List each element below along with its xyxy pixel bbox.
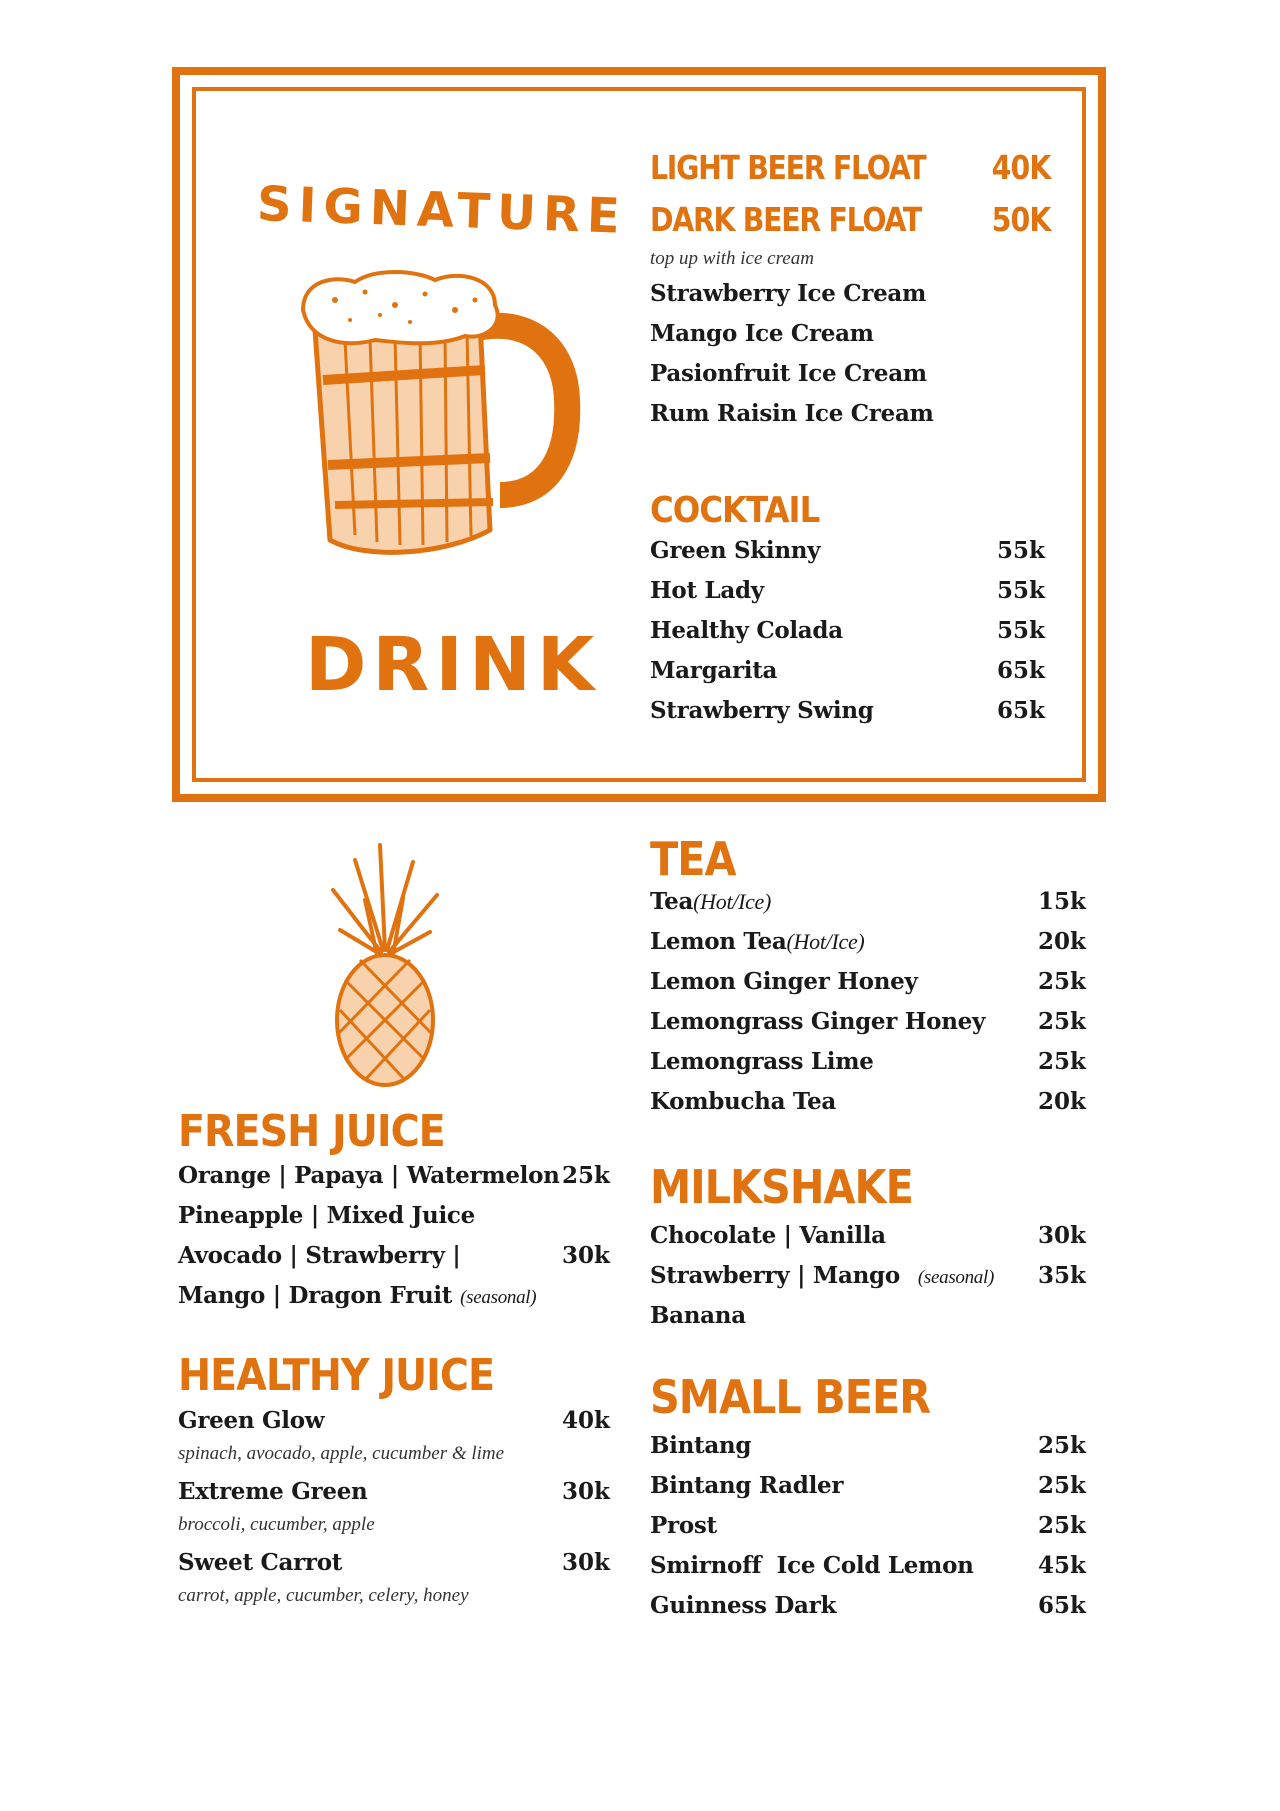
item-description-row <box>178 1583 610 1620</box>
item-note: (Hot/Ice) <box>786 929 865 954</box>
list-item <box>178 1162 610 1202</box>
item-name: Lemon Tea <box>650 928 787 955</box>
item-name: Bintang Radler <box>650 1472 844 1499</box>
item-price: 35k <box>1038 1262 1086 1289</box>
item-name: LIGHT BEER FLOAT <box>650 148 926 187</box>
item-name: Lemongrass Ginger Honey <box>650 1008 986 1035</box>
fresh-juice-list <box>178 1162 610 1322</box>
list-item <box>650 657 1045 697</box>
item-description: broccoli, cucumber, apple <box>178 1514 375 1535</box>
item-price: 45k <box>1038 1552 1086 1579</box>
item-name: Banana <box>650 1302 746 1329</box>
seasonal-note: (seasonal) <box>460 1287 537 1308</box>
list-item <box>178 1478 610 1512</box>
item-description-row <box>178 1512 610 1549</box>
item-name: Strawberry Ice Cream <box>650 280 927 307</box>
tea-list <box>650 888 1086 1128</box>
item-description: spinach, avocado, apple, cucumber & lime <box>178 1443 505 1464</box>
signature-title: SIGNATURE <box>256 176 628 245</box>
item-price: 25k <box>1038 1008 1086 1035</box>
item-price: 65k <box>1038 1592 1086 1619</box>
list-item <box>650 1472 1086 1512</box>
list-item <box>650 1512 1086 1552</box>
item-name: Prost <box>650 1512 717 1539</box>
list-item <box>650 697 1045 737</box>
item-price: 25k <box>1038 1512 1086 1539</box>
list-item <box>650 577 1045 617</box>
item-name: Strawberry | Mango <box>650 1262 900 1289</box>
list-item <box>178 1282 610 1322</box>
drink-title: DRINK <box>305 622 601 708</box>
list-item <box>178 1202 610 1242</box>
fresh-juice-heading: FRESH JUICE <box>178 1106 445 1157</box>
item-name: Mango | Dragon Fruit <box>178 1282 453 1309</box>
item-name: Orange | Papaya | Watermelon <box>178 1162 560 1189</box>
pineapple-icon <box>325 840 445 1090</box>
item-name: Healthy Colada <box>650 617 843 644</box>
item-price: 40k <box>562 1407 610 1434</box>
item-price: 25k <box>1038 1472 1086 1499</box>
item-price: 30k <box>562 1478 610 1505</box>
item-name: Avocado | Strawberry | <box>178 1242 461 1269</box>
item-price: 20k <box>1038 1088 1086 1115</box>
item-name: Rum Raisin Ice Cream <box>650 400 934 427</box>
small-beer-list <box>650 1432 1086 1632</box>
item-price: 55k <box>997 577 1045 604</box>
item-name: Guinness Dark <box>650 1592 837 1619</box>
item-price: 25k <box>562 1162 610 1189</box>
item-price: 55k <box>997 537 1045 564</box>
list-item <box>178 1549 610 1583</box>
item-price: 65k <box>997 657 1045 684</box>
item-price: 25k <box>1038 968 1086 995</box>
item-name: Hot Lady <box>650 577 764 604</box>
small-beer-heading: SMALL BEER <box>650 1370 931 1424</box>
item-name: Sweet Carrot <box>178 1549 343 1576</box>
item-name: Lemongrass Lime <box>650 1048 874 1075</box>
menu-item-light-beer-float <box>650 148 1050 194</box>
item-name: Kombucha Tea <box>650 1088 837 1115</box>
item-price: 50K <box>991 200 1050 239</box>
item-price: 30k <box>562 1242 610 1269</box>
item-description-row <box>178 1441 610 1478</box>
cocktail-list <box>650 537 1045 737</box>
item-price: 25k <box>1038 1432 1086 1459</box>
item-name: Margarita <box>650 657 778 684</box>
cocktail-heading: COCKTAIL <box>650 490 820 531</box>
item-price: 55k <box>997 617 1045 644</box>
item-price: 40K <box>991 148 1050 187</box>
item-price: 65k <box>997 697 1045 724</box>
item-note: (Hot/Ice) <box>693 889 772 914</box>
list-item <box>650 1432 1086 1472</box>
item-name: Pasionfruit Ice Cream <box>650 360 927 387</box>
item-price: 15k <box>1038 888 1086 915</box>
item-name: Mango Ice Cream <box>650 320 874 347</box>
list-item <box>650 928 1086 968</box>
item-name: Lemon Ginger Honey <box>650 968 918 995</box>
list-item <box>650 537 1045 577</box>
list-item <box>178 1242 610 1282</box>
item-description: carrot, apple, cucumber, celery, honey <box>178 1585 469 1606</box>
list-item <box>650 1008 1086 1048</box>
list-item <box>650 1088 1086 1128</box>
menu-item-dark-beer-float <box>650 200 1050 246</box>
healthy-juice-heading: HEALTHY JUICE <box>178 1350 494 1401</box>
list-item <box>650 1592 1086 1632</box>
tea-heading: TEA <box>650 832 736 886</box>
seasonal-note: (seasonal) <box>917 1267 995 1288</box>
item-name: DARK BEER FLOAT <box>650 200 921 239</box>
list-item <box>650 617 1045 657</box>
item-price: 30k <box>1038 1222 1086 1249</box>
list-item <box>650 1262 1086 1302</box>
item-price: 20k <box>1038 928 1086 955</box>
milkshake-list <box>650 1222 1086 1342</box>
list-item <box>650 1552 1086 1592</box>
item-name: Extreme Green <box>178 1478 368 1505</box>
healthy-juice-list <box>178 1407 610 1620</box>
item-name: Chocolate | Vanilla <box>650 1222 886 1249</box>
item-name: Pineapple | Mixed Juice <box>178 1202 475 1229</box>
item-price: 25k <box>1038 1048 1086 1075</box>
beer-mug-icon <box>295 270 585 590</box>
milkshake-heading: MILKSHAKE <box>650 1160 913 1214</box>
item-name: Green Skinny <box>650 537 821 564</box>
list-item <box>650 968 1086 1008</box>
list-item <box>650 1222 1086 1262</box>
list-item <box>178 1407 610 1441</box>
list-item <box>650 1302 1086 1342</box>
list-item <box>650 888 1086 928</box>
item-name: Bintang <box>650 1432 752 1459</box>
item-name: Green Glow <box>178 1407 325 1434</box>
list-item <box>650 1048 1086 1088</box>
item-name: Strawberry Swing <box>650 697 874 724</box>
item-name: Tea <box>650 888 694 915</box>
topup-note: top up with ice cream <box>650 248 814 269</box>
item-name: Smirnoff Ice Cold Lemon <box>650 1552 974 1579</box>
item-price: 30k <box>562 1549 610 1576</box>
